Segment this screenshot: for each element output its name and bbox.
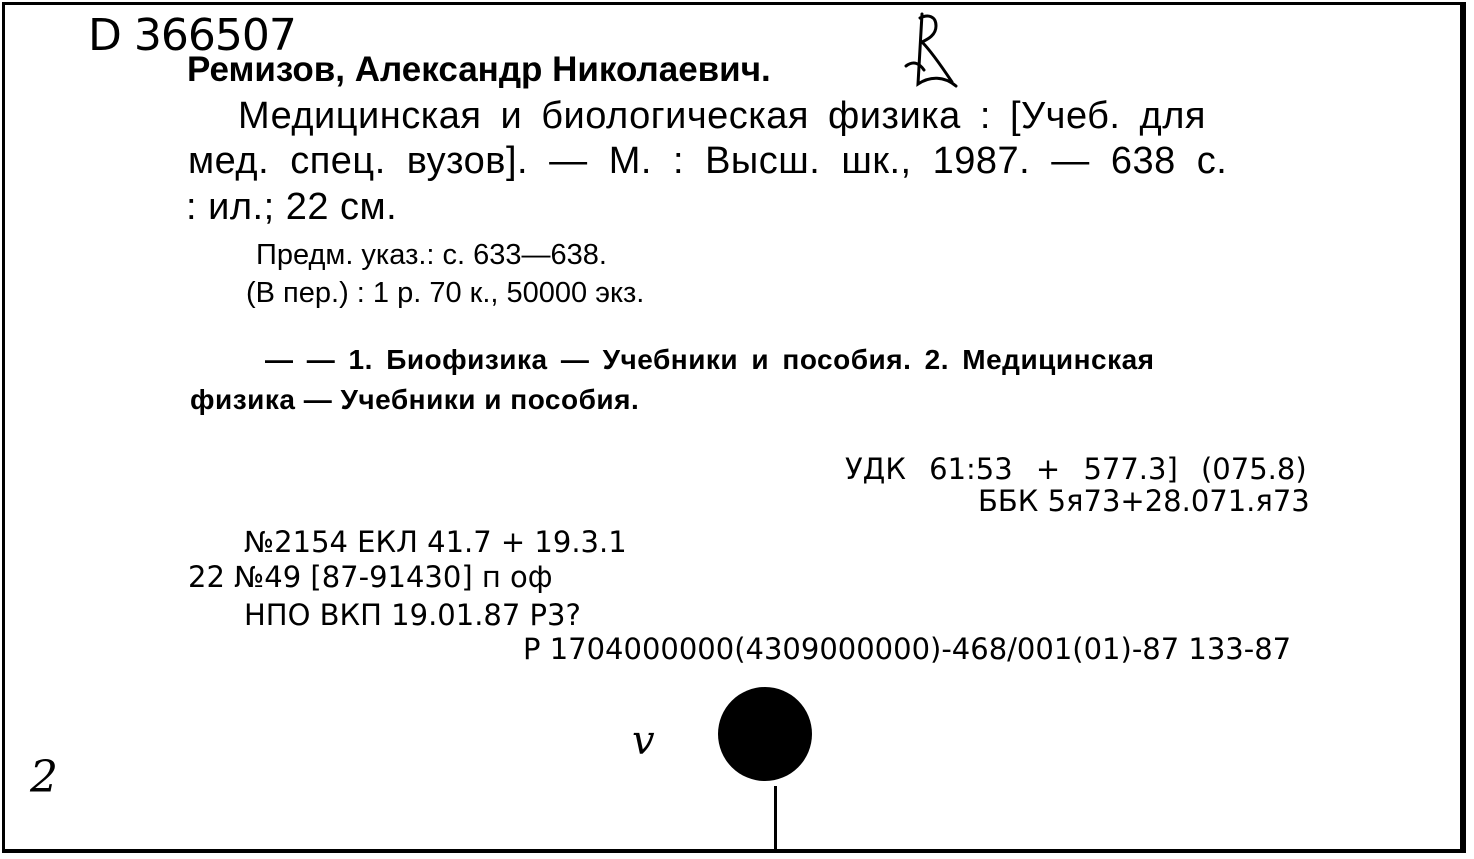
npo-code: НПО ВКП 19.01.87 Р3? bbox=[244, 598, 581, 632]
inventory-number: D 366507 bbox=[88, 10, 296, 61]
handwritten-signature-icon bbox=[900, 6, 990, 96]
punch-hole-icon bbox=[718, 687, 812, 781]
bbk-code: ББК 5я73+28.071.я73 bbox=[978, 484, 1310, 518]
title-line: : ил.; 22 см. bbox=[186, 186, 398, 228]
index-note: Предм. указ.: с. 633—638. bbox=[256, 239, 607, 271]
handwritten-mark: v bbox=[632, 718, 655, 764]
handwritten-number: 2 bbox=[30, 752, 58, 803]
subject-headings: физика — Учебники и пособия. bbox=[190, 384, 640, 415]
author-heading: Ремизов, Александр Николаевич. bbox=[187, 50, 771, 89]
title-line: Медицинская и биологическая физика : [Учеб. для bbox=[238, 95, 1206, 137]
rod-mark bbox=[774, 786, 777, 852]
publisher-code: Р 1704000000(4309000000)-468/001(01)-87 133-87 bbox=[523, 632, 1292, 666]
order-code: 22 №49 [87-91430] п оф bbox=[188, 560, 553, 594]
title-line: мед. спец. вузов]. — М. : Высш. шк., 1987. — 638 с. bbox=[188, 140, 1228, 182]
ekl-code: №2154 ЕКЛ 41.7 + 19.3.1 bbox=[244, 525, 627, 559]
subject-headings: — — 1. Биофизика — Учебники и пособия. 2. Медицинская bbox=[265, 344, 1155, 375]
price-note: (В пер.) : 1 р. 70 к., 50000 экз. bbox=[246, 277, 645, 309]
udc-code: УДК 61:53 + 577.3] (075.8) bbox=[845, 452, 1307, 486]
